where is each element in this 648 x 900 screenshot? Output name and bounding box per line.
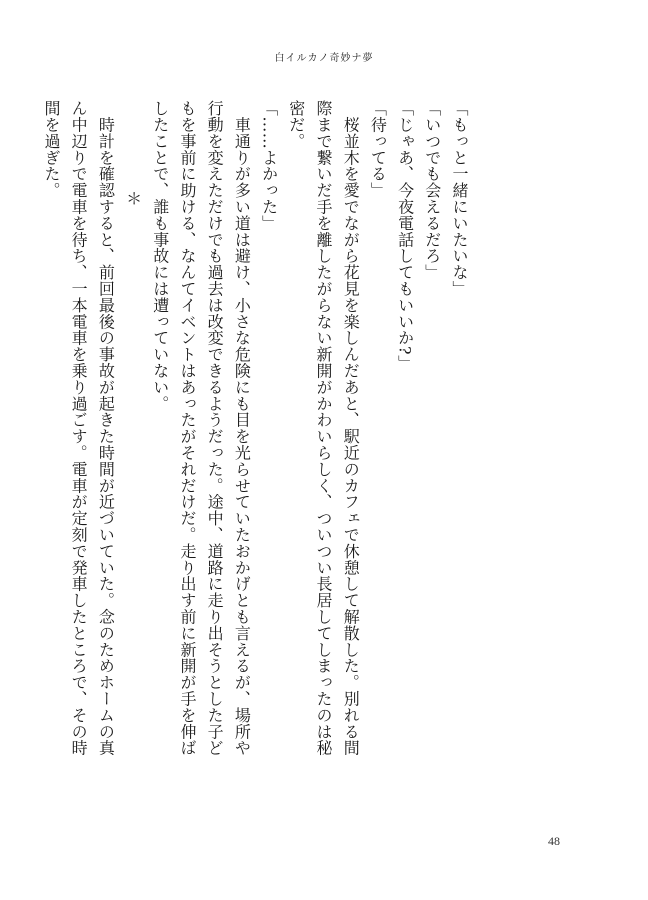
paragraph-line: 際まで繋いだ手を離したがらない新開がかわいらしく、ついつい長居してしまったのは秘	[313, 100, 333, 756]
paragraph-line: もを事前に助ける、なんてイベントはあったがそれだけだ。走り出す前に新開が手を伸ば	[177, 100, 197, 756]
paragraph-line: 密だ。	[286, 100, 306, 150]
paragraph-line: ん中辺りで電車を待ち、一本電車を乗り過ごす。電車が定刻で発車したところで、その時	[69, 100, 89, 756]
dialogue-line: 「じゃあ、今夜電話してもいいか?」	[395, 100, 415, 372]
dialogue-line: 「もっと一緒にいたいな」	[450, 100, 469, 297]
scene-break-asterisk: ＊	[123, 190, 143, 207]
dialogue-line: 「いつでも会えるだろ」	[422, 100, 442, 281]
paragraph-line: したことで、誰も事故には遭っていない。	[150, 100, 170, 412]
paragraph-line: 車通りが多い道は避け、小さな危険にも目を光らせていたおかげとも言えるが、場所や	[232, 100, 252, 756]
running-header-title: 白イルカノ奇妙ナ夢	[274, 53, 374, 64]
paragraph-line: 行動を変えただけでも過去は改変できるようだった。途中、道路に走り出そうとした子ど	[205, 100, 225, 756]
dialogue-line: 「……よかった」	[259, 100, 279, 232]
paragraph-line: 時計を確認すると、前回最後の事故が起きた時間が近づいていた。念のためホームの真	[96, 100, 116, 756]
paragraph-line: 桜並木を愛でながら花見を楽しんだあと、駅近のカフェで休憩して解散した。別れる間	[341, 100, 361, 756]
vertical-body-text	[38, 100, 473, 830]
page-number: 48	[548, 834, 560, 848]
paragraph-line: 間を過ぎた。	[41, 100, 61, 199]
dialogue-line: 「待ってる」	[368, 100, 388, 199]
